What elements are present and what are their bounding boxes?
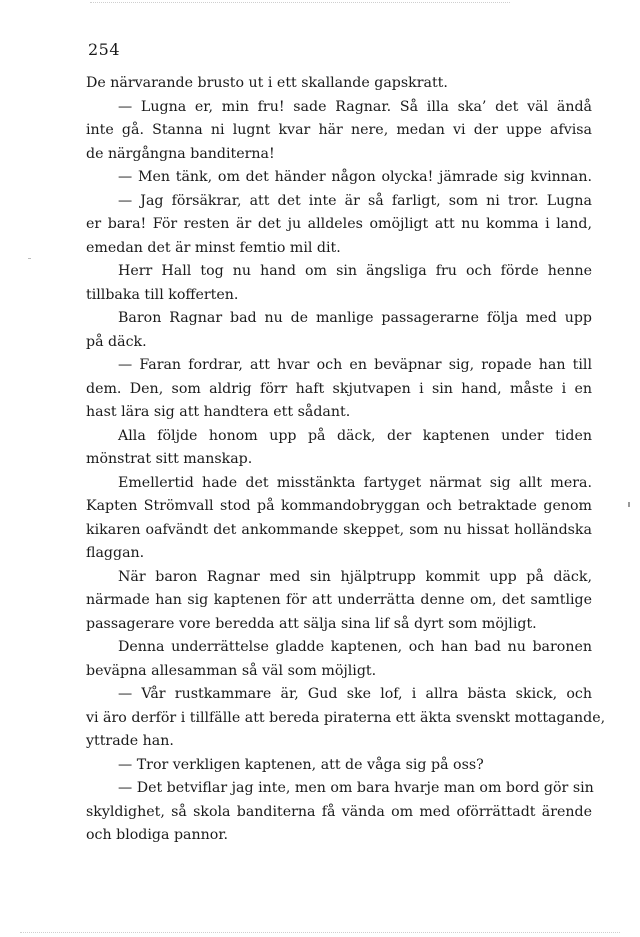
scan-speck	[628, 502, 630, 507]
scan-top-edge	[90, 2, 510, 4]
text-line: och blodiga pannor.	[86, 827, 229, 843]
text-line: — Jag försäkrar, att det inte är så farligt, som ni tror. Lugna	[118, 192, 592, 209]
body-text	[86, 72, 606, 848]
text-line: När baron Ragnar med sin hjälptrupp kommit upp på däck,	[118, 568, 592, 585]
text-line: på däck.	[86, 333, 147, 350]
text-line: närmade han sig kaptenen för att underrätta denne om, det samtlige	[86, 592, 592, 608]
scan-bottom-edge	[20, 932, 620, 934]
text-line: beväpna allesamman så väl som möjligt.	[86, 662, 377, 679]
text-line: Alla följde honom upp på däck, der kaptenen under tiden	[118, 427, 592, 444]
text-line: mönstrat sitt manskap.	[86, 451, 253, 467]
text-line: passagerare vore beredda att sälja sina lif så dyrt som möjligt.	[86, 615, 537, 632]
text-line: Baron Ragnar bad nu de manlige passagerarne följa med upp	[118, 310, 592, 326]
text-line: — Lugna er, min fru! sade Ragnar. Så illa ska’ det väl ändå	[118, 98, 592, 115]
text-line: — Det betviflar jag inte, men om bara hvarje man om bord gör sin	[118, 780, 594, 796]
text-line: vi äro derför i tillfälle att bereda piraterna ett äkta svenskt mottagande,	[86, 709, 606, 726]
text-line: — Vår rustkammare är, Gud ske lof, i allra bästa skick, och	[118, 686, 592, 702]
text-line: inte gå. Stanna ni lugnt kvar här nere, medan vi der uppe afvisa	[86, 122, 592, 138]
text-line: — Faran fordrar, att hvar och en beväpnar sig, ropade han till	[118, 357, 592, 373]
text-line: Kapten Strömvall stod på kommandobryggan och betraktade genom	[86, 498, 592, 514]
text-line: — Tror verkligen kaptenen, att de våga sig på oss?	[118, 756, 484, 773]
scan-speck	[28, 258, 31, 259]
text-line: hast lära sig att handtera ett sådant.	[86, 404, 351, 420]
text-line: er bara! För resten är det ju alldeles omöjligt att nu komma i land,	[86, 216, 592, 232]
text-line: flaggan.	[86, 545, 145, 561]
text-line: dem. Den, som aldrig förr haft skjutvapen i sin hand, måste i en	[86, 380, 592, 397]
text-line: tillbaka till kofferten.	[86, 286, 239, 303]
text-line: emedan det är minst femtio mil dit.	[86, 239, 341, 256]
text-line: de närgångna banditerna!	[86, 145, 275, 162]
text-line: Herr Hall tog nu hand om sin ängsliga fru och förde henne	[118, 263, 592, 279]
text-line: Emellertid hade det misstänkta fartyget närmat sig allt mera.	[118, 474, 592, 491]
text-line: Denna underrättelse gladde kaptenen, och han bad nu baronen	[118, 639, 592, 655]
text-line: De närvarande brusto ut i ett skallande gapskratt.	[86, 75, 448, 91]
text-line: — Men tänk, om det händer någon olycka! jämrade sig kvinnan.	[118, 169, 592, 185]
page-number: 254	[88, 40, 121, 59]
text-line: skyldighet, så skola banditerna få vända om med oförrättadt ärende	[86, 803, 592, 820]
text-line: kikaren oafvändt det ankommande skeppet, som nu hissat holländska	[86, 521, 592, 538]
text-line: yttrade han.	[86, 733, 174, 749]
